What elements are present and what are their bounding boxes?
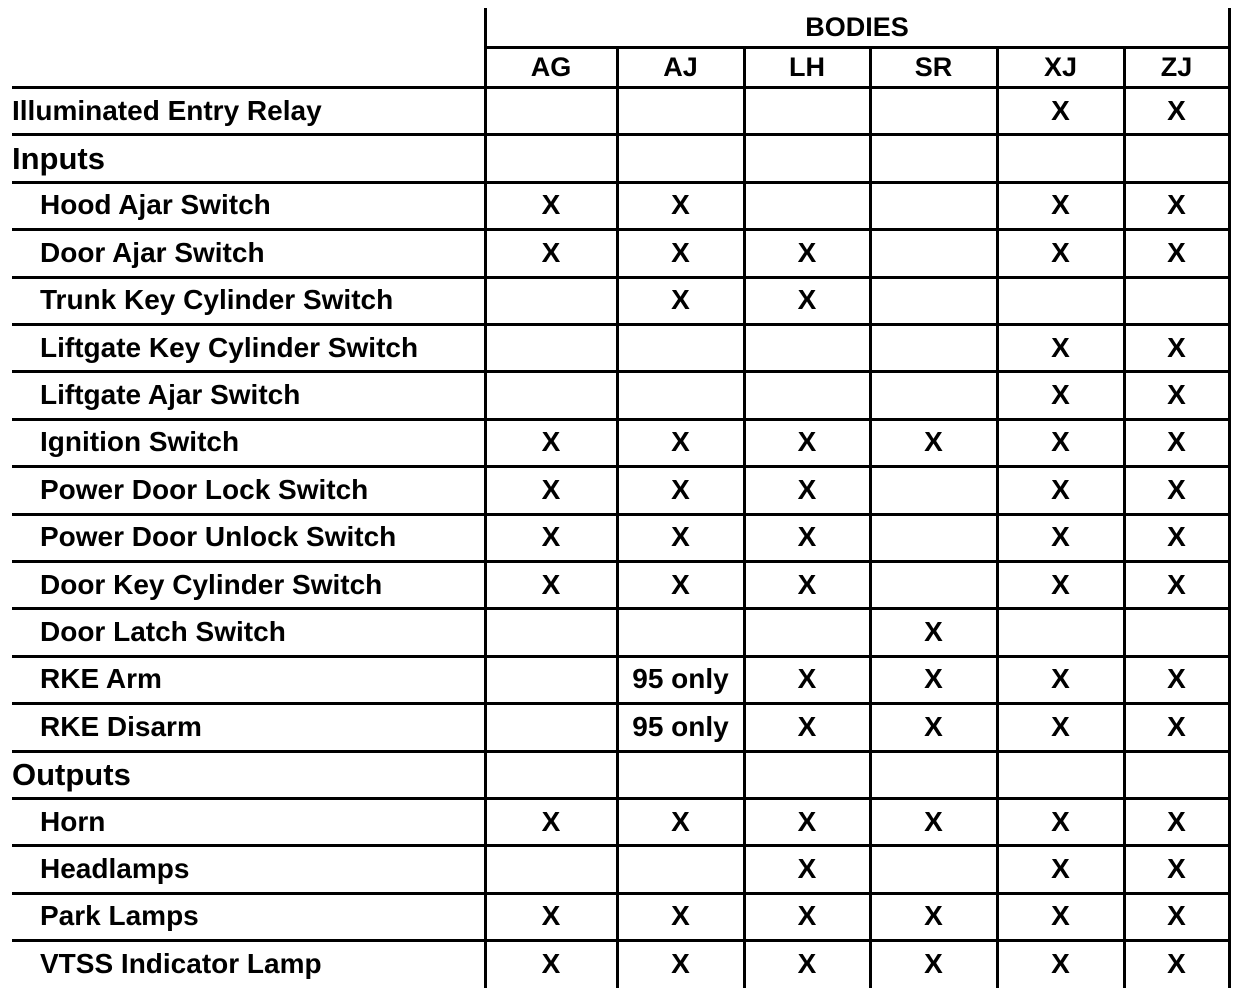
table-cell: X bbox=[541, 947, 561, 979]
table-cell bbox=[744, 134, 870, 181]
column-header-ag: AG bbox=[530, 51, 572, 82]
column-divider bbox=[1123, 47, 1126, 988]
column-divider bbox=[996, 47, 999, 988]
table-cell: X bbox=[1051, 710, 1070, 742]
table-cell bbox=[997, 277, 1124, 324]
table-cell: X bbox=[1167, 236, 1186, 268]
row-label: RKE Disarm bbox=[40, 710, 202, 742]
table-cell bbox=[617, 87, 744, 134]
table-cell bbox=[870, 324, 997, 371]
table-cell: X bbox=[1051, 900, 1070, 932]
table-cell: X bbox=[1051, 521, 1070, 553]
table-cell: X bbox=[671, 568, 690, 600]
table-cell: X bbox=[541, 900, 561, 932]
column-divider bbox=[743, 47, 746, 988]
table-cell: X bbox=[671, 900, 690, 932]
column-header-lh: LH bbox=[789, 51, 825, 82]
table-cell: X bbox=[671, 473, 690, 505]
table-cell: X bbox=[924, 947, 943, 979]
table-cell: X bbox=[1051, 663, 1070, 695]
row-divider bbox=[12, 181, 1229, 184]
row-divider bbox=[12, 797, 1229, 800]
table-cell: X bbox=[541, 473, 561, 505]
table-cell bbox=[870, 277, 997, 324]
table-cell bbox=[485, 656, 617, 703]
row-divider bbox=[12, 607, 1229, 610]
group-header: BODIES bbox=[805, 12, 909, 42]
table-cell: X bbox=[924, 663, 943, 695]
table-cell bbox=[744, 182, 870, 229]
table-right-border bbox=[1228, 8, 1231, 988]
row-divider bbox=[12, 655, 1229, 658]
table-cell bbox=[617, 608, 744, 655]
table-cell bbox=[870, 182, 997, 229]
row-label: VTSS Indicator Lamp bbox=[40, 947, 322, 979]
table-cell: X bbox=[671, 236, 690, 268]
row-label: Power Door Unlock Switch bbox=[40, 521, 397, 553]
table-cell: X bbox=[797, 710, 817, 742]
table-cell bbox=[870, 845, 997, 892]
row-divider bbox=[12, 465, 1229, 468]
table-cell: X bbox=[1167, 331, 1186, 363]
table-cell: 95 only bbox=[632, 710, 729, 742]
table-cell: X bbox=[924, 710, 943, 742]
table-cell: 95 only bbox=[632, 663, 729, 695]
table-cell bbox=[997, 608, 1124, 655]
group-header-divider bbox=[485, 46, 1229, 49]
row-divider bbox=[12, 892, 1229, 895]
row-label: Trunk Key Cylinder Switch bbox=[40, 284, 394, 316]
table-cell: X bbox=[671, 521, 690, 553]
table-cell: X bbox=[1051, 331, 1070, 363]
table-cell: X bbox=[541, 521, 561, 553]
row-divider bbox=[12, 844, 1229, 847]
table-cell: X bbox=[671, 189, 690, 221]
table-cell: X bbox=[1167, 853, 1186, 885]
table-cell bbox=[744, 324, 870, 371]
row-label: Ignition Switch bbox=[40, 426, 240, 458]
table-cell bbox=[617, 751, 744, 798]
section-heading: Outputs bbox=[12, 756, 131, 792]
table-cell bbox=[617, 134, 744, 181]
table-cell bbox=[870, 466, 997, 513]
table-cell: X bbox=[797, 284, 817, 316]
table-cell bbox=[617, 324, 744, 371]
table-cell bbox=[870, 87, 997, 134]
label-column-divider bbox=[484, 8, 487, 988]
table-cell: X bbox=[797, 426, 817, 458]
table-cell bbox=[744, 87, 870, 134]
table-cell: X bbox=[797, 236, 817, 268]
table-cell: X bbox=[1051, 189, 1070, 221]
table-cell: X bbox=[541, 236, 561, 268]
column-header-xj: XJ bbox=[1043, 51, 1078, 82]
table-cell bbox=[485, 751, 617, 798]
header-divider bbox=[12, 86, 1229, 89]
table-cell bbox=[485, 134, 617, 181]
table-cell: X bbox=[1051, 805, 1070, 837]
table-cell: X bbox=[797, 805, 817, 837]
table-cell bbox=[744, 751, 870, 798]
row-label: Door Key Cylinder Switch bbox=[40, 568, 383, 600]
table-cell: X bbox=[1051, 94, 1070, 126]
table-cell: X bbox=[541, 189, 561, 221]
table-cell bbox=[617, 371, 744, 418]
table-cell: X bbox=[1051, 473, 1070, 505]
row-label: Liftgate Ajar Switch bbox=[40, 379, 301, 411]
row-divider bbox=[12, 228, 1229, 231]
table-cell: X bbox=[924, 900, 943, 932]
table-cell: X bbox=[1051, 853, 1070, 885]
table-cell: X bbox=[924, 426, 943, 458]
row-divider bbox=[12, 750, 1229, 753]
table-cell: X bbox=[1167, 379, 1186, 411]
table-cell bbox=[1124, 277, 1229, 324]
table-cell bbox=[870, 371, 997, 418]
table-cell bbox=[997, 751, 1124, 798]
table-cell: X bbox=[1051, 236, 1070, 268]
table-cell bbox=[870, 514, 997, 561]
row-divider bbox=[12, 418, 1229, 421]
table-cell bbox=[870, 229, 997, 276]
table-cell bbox=[617, 845, 744, 892]
table-cell: X bbox=[1051, 426, 1070, 458]
table-cell: X bbox=[541, 426, 561, 458]
section-heading: Inputs bbox=[12, 140, 105, 176]
table-cell: X bbox=[1167, 568, 1186, 600]
table-cell: X bbox=[541, 805, 561, 837]
row-label: Illuminated Entry Relay bbox=[12, 94, 322, 126]
row-divider bbox=[12, 323, 1229, 326]
table-cell bbox=[485, 277, 617, 324]
table-cell bbox=[485, 87, 617, 134]
table-cell: X bbox=[1167, 521, 1186, 553]
table-cell: X bbox=[671, 426, 690, 458]
table-cell: X bbox=[797, 947, 817, 979]
row-divider bbox=[12, 702, 1229, 705]
column-header-aj: AJ bbox=[663, 51, 698, 82]
row-divider bbox=[12, 560, 1229, 563]
row-label: RKE Arm bbox=[40, 663, 162, 695]
table-cell: X bbox=[671, 805, 690, 837]
row-divider bbox=[12, 276, 1229, 279]
table-cell: X bbox=[797, 568, 817, 600]
table-cell bbox=[485, 845, 617, 892]
table-cell bbox=[870, 751, 997, 798]
table-cell: X bbox=[671, 947, 690, 979]
table-cell: X bbox=[797, 853, 817, 885]
row-label: Hood Ajar Switch bbox=[40, 189, 271, 221]
table-cell: X bbox=[1167, 189, 1186, 221]
table-cell bbox=[870, 134, 997, 181]
table-cell: X bbox=[797, 900, 817, 932]
table-cell bbox=[485, 371, 617, 418]
table-cell: X bbox=[797, 663, 817, 695]
column-divider bbox=[869, 47, 872, 988]
table-cell bbox=[1124, 751, 1229, 798]
table-cell: X bbox=[1051, 568, 1070, 600]
table-cell: X bbox=[1167, 473, 1186, 505]
row-label: Park Lamps bbox=[40, 900, 199, 932]
table-cell: X bbox=[1167, 94, 1186, 126]
table-cell: X bbox=[1167, 900, 1186, 932]
row-divider bbox=[12, 370, 1229, 373]
table-cell: X bbox=[541, 568, 561, 600]
table-cell bbox=[1124, 134, 1229, 181]
row-label: Headlamps bbox=[40, 853, 190, 885]
table-cell bbox=[485, 703, 617, 750]
table-cell: X bbox=[1051, 379, 1070, 411]
table-cell bbox=[870, 561, 997, 608]
table-cell bbox=[485, 608, 617, 655]
table-cell: X bbox=[1167, 663, 1186, 695]
table-cell: X bbox=[924, 616, 943, 648]
row-label: Power Door Lock Switch bbox=[40, 473, 369, 505]
table-cell bbox=[1124, 608, 1229, 655]
row-label: Horn bbox=[40, 805, 106, 837]
row-label: Door Latch Switch bbox=[40, 616, 286, 648]
column-divider bbox=[616, 47, 619, 988]
table-cell: X bbox=[1167, 947, 1186, 979]
table-cell: X bbox=[1051, 947, 1070, 979]
table-cell bbox=[744, 608, 870, 655]
table-cell: X bbox=[671, 284, 690, 316]
table-cell: X bbox=[1167, 805, 1186, 837]
table-cell: X bbox=[1167, 426, 1186, 458]
table-cell bbox=[997, 134, 1124, 181]
table-cell bbox=[744, 371, 870, 418]
row-label: Door Ajar Switch bbox=[40, 236, 265, 268]
table-cell: X bbox=[924, 805, 943, 837]
row-divider bbox=[12, 513, 1229, 516]
row-divider bbox=[12, 133, 1229, 136]
table-cell: X bbox=[797, 473, 817, 505]
row-divider bbox=[12, 939, 1229, 942]
table-cell: X bbox=[1167, 710, 1186, 742]
column-header-zj: ZJ bbox=[1160, 51, 1193, 82]
column-header-sr: SR bbox=[914, 51, 953, 82]
table-cell bbox=[485, 324, 617, 371]
table-cell: X bbox=[797, 521, 817, 553]
row-label: Liftgate Key Cylinder Switch bbox=[40, 331, 419, 363]
